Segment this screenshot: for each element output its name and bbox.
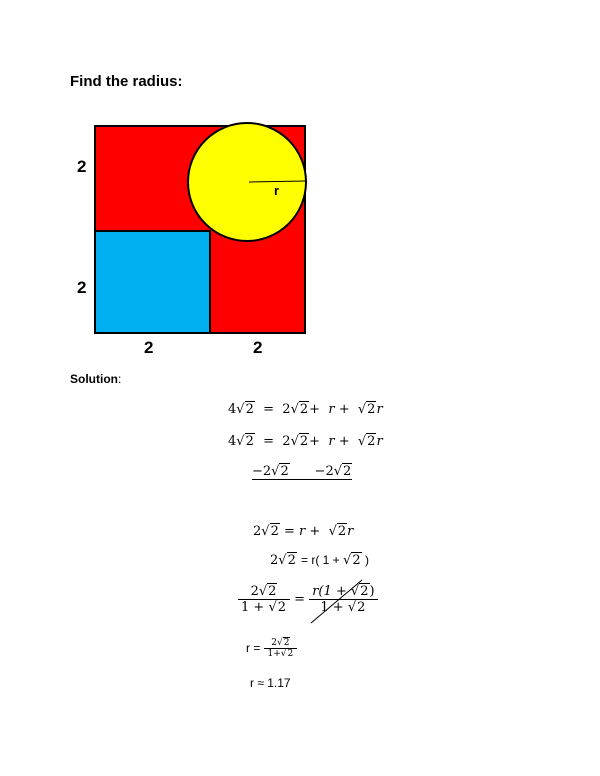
small-fraction: $\frac{2√2}{1+√2}$: [264, 638, 297, 659]
equation-line-6: $\frac{2√2}{1 + √2}$ = $\frac{r(1 + √2)}{1 + √2}$: [238, 584, 378, 615]
radius-label: r: [274, 183, 280, 198]
left-dim-bottom: 2: [77, 278, 87, 297]
equation-line-5: 2√2 = r( 1 + √2 ): [270, 553, 369, 568]
equation-line-4: 2√2 = r + √2r: [253, 524, 354, 539]
solution-label: Solution:: [70, 372, 122, 386]
equation-line-3: −2√2 −2√2: [252, 464, 352, 479]
right-fraction: $\frac{r(1 + √2)}{1 + √2}$: [309, 584, 377, 615]
equation-line-1: 4√2 = 2√2+ r + √2r: [228, 402, 383, 417]
left-dim-top: 2: [77, 157, 87, 176]
final-answer: r ≈ 1.17: [250, 676, 291, 690]
bottom-dim-right: 2: [253, 338, 263, 357]
equation-line-2: 4√2 = 2√2+ r + √2r: [228, 434, 383, 449]
equation-line-7: r = $\frac{2√2}{1+√2}$: [246, 638, 297, 659]
left-fraction: $\frac{2√2}{1 + √2}$: [238, 584, 290, 615]
bottom-dim-left: 2: [144, 338, 154, 357]
page-title: Find the radius:: [70, 73, 183, 90]
